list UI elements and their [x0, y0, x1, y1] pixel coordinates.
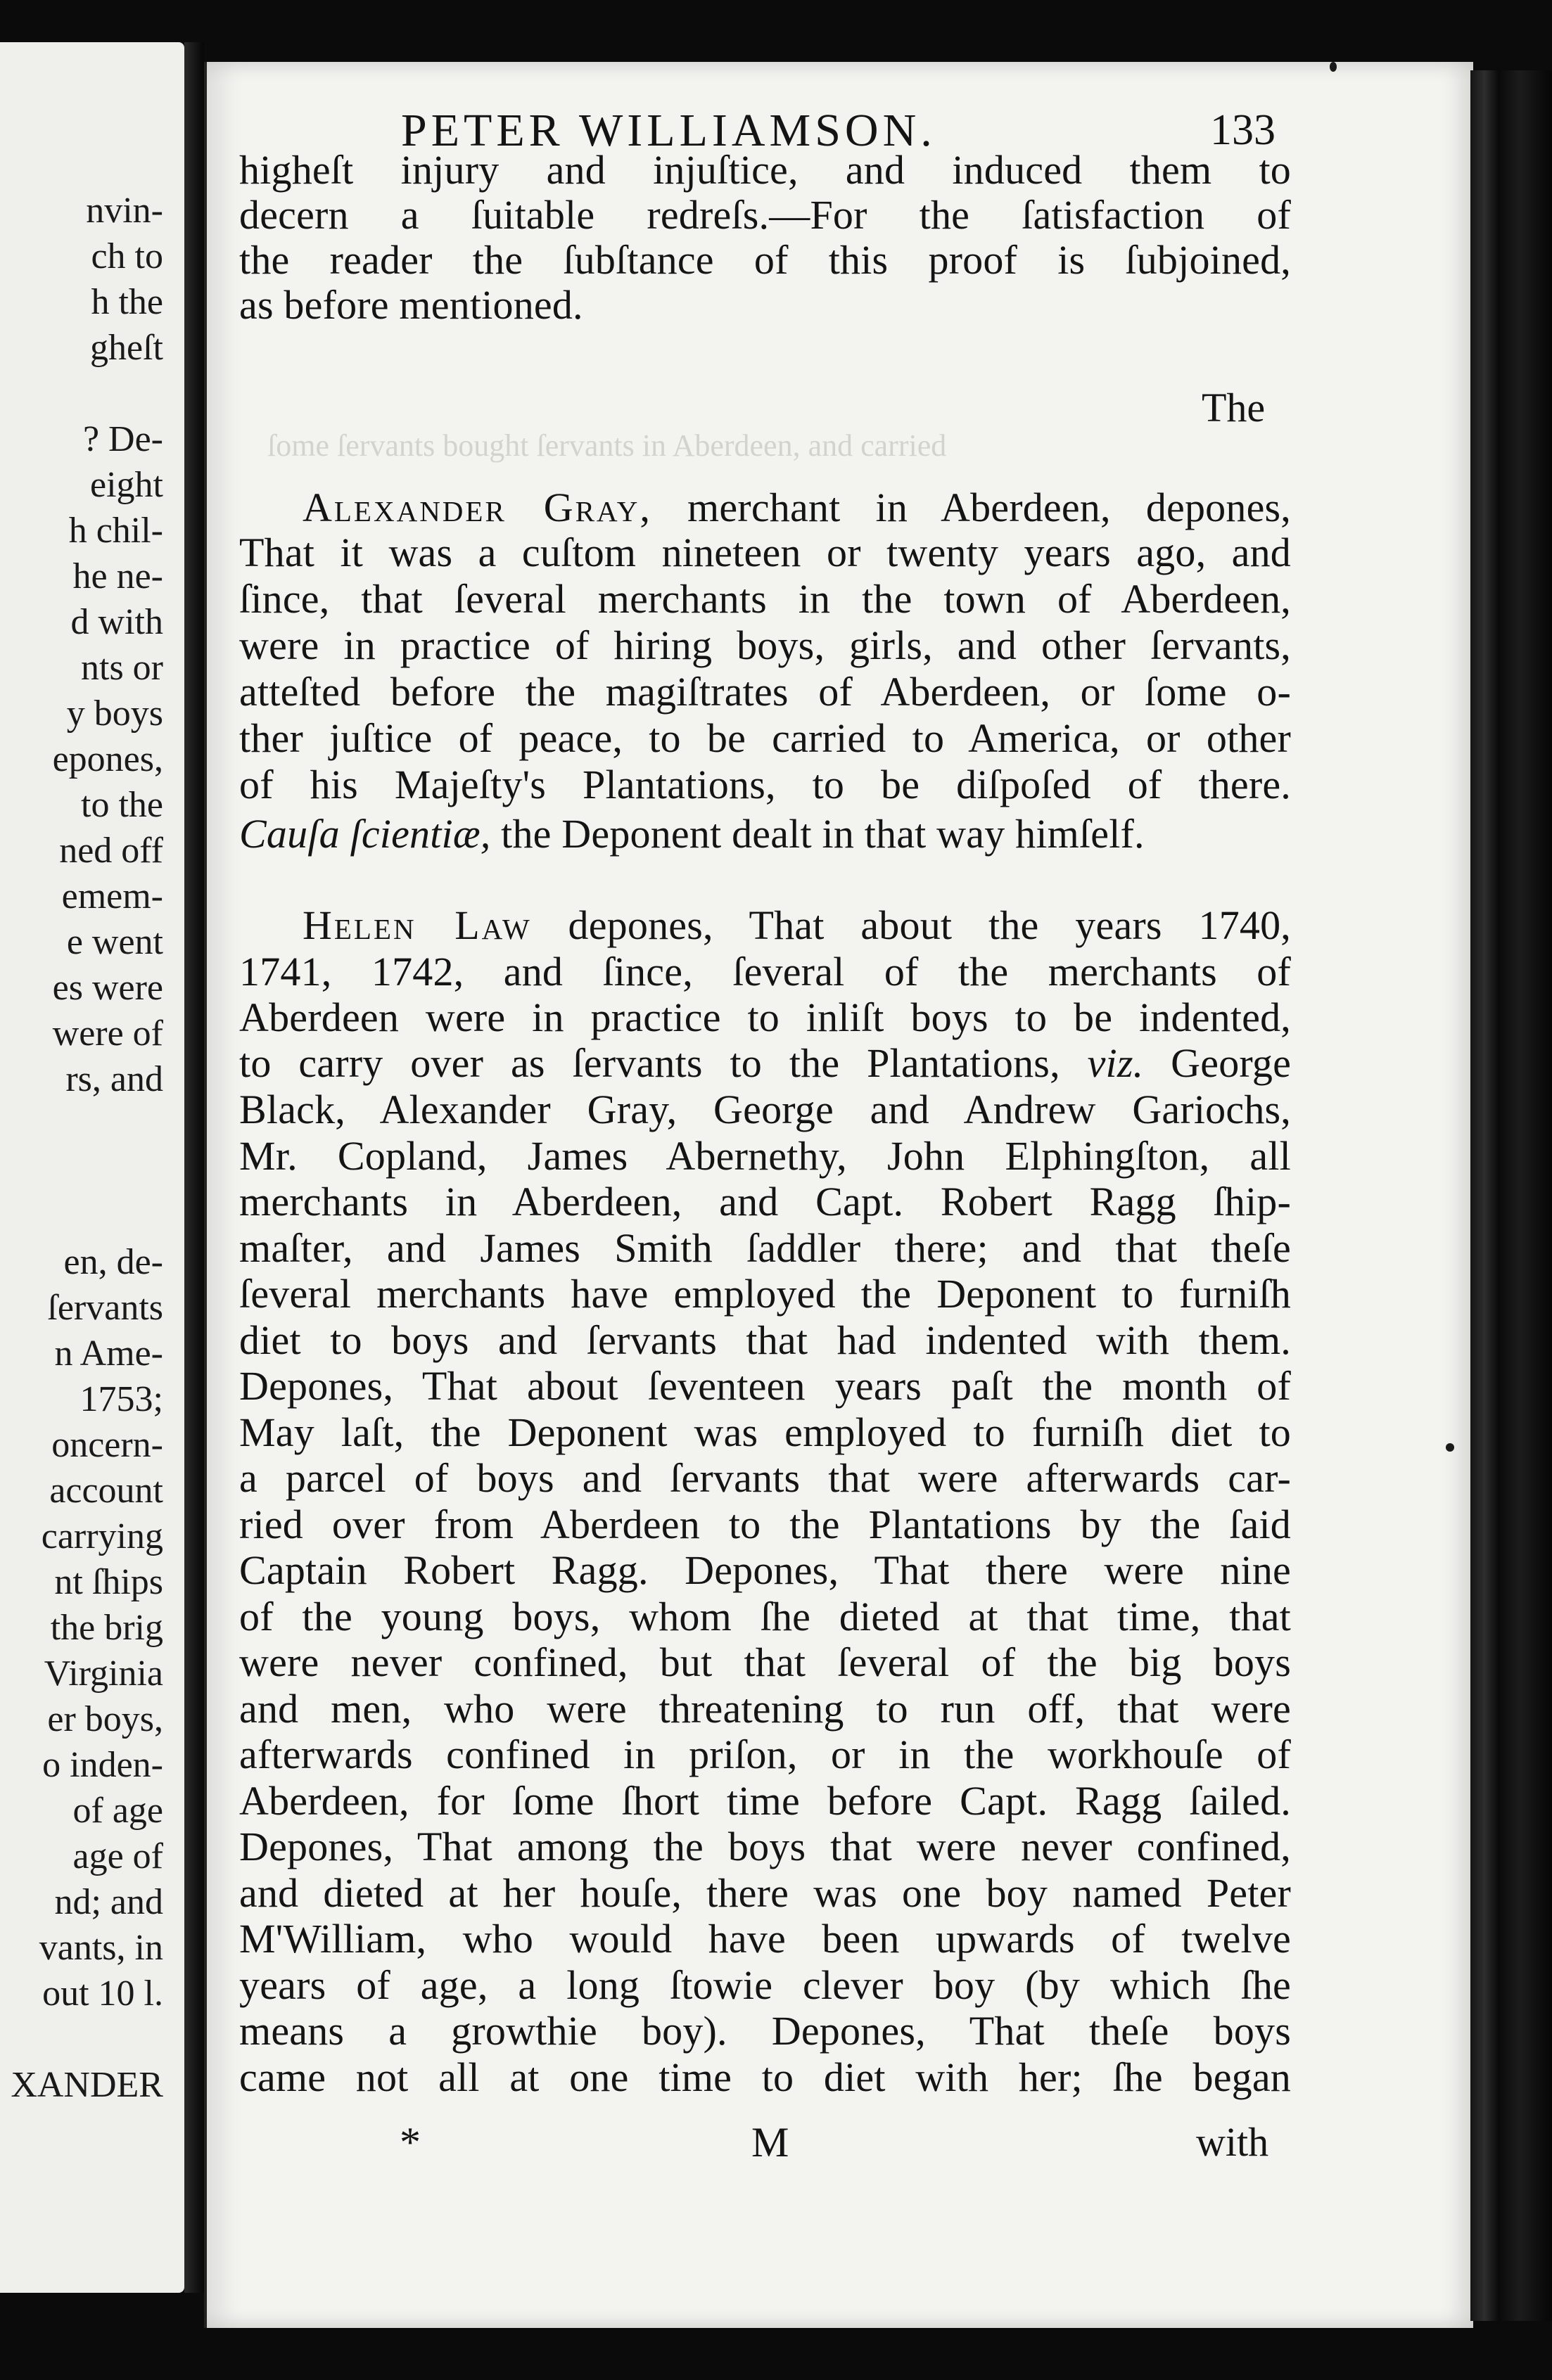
catchword-bottom: with [1196, 2119, 1269, 2165]
law-line: and dieted at her houſe, there was one boy named Peter [239, 1869, 1291, 1916]
left-page-line-fragment: carrying [41, 1516, 163, 1556]
law-line: May laſt, the Deponent was employed to furniſh diet to [239, 1409, 1291, 1455]
law-line: Depones, That about ſeventeen years paſt the month of [239, 1363, 1291, 1409]
left-page-line-fragment: emem- [61, 876, 163, 916]
law-line: Mr. Copland, James Abernethy, John Elphingſton, all [239, 1132, 1291, 1179]
deponent-name-gray: Alexander Gray, [303, 485, 652, 530]
law-line: M'William, who would have been upwards of twelve [239, 1916, 1291, 1962]
left-page-line-fragment: account [49, 1471, 163, 1511]
left-page-line-fragment: ſervants [47, 1288, 163, 1328]
gray-line: ther juſtice of peace, to be carried to America, or other [239, 715, 1291, 761]
gray-line: of his Majeſty's Plantations, to be diſpoſed of there. [239, 762, 1291, 807]
law-line: Aberdeen, for ſome ſhort time before Capt. Ragg ſailed. [239, 1777, 1291, 1824]
left-page-line-fragment: es were [52, 968, 163, 1008]
law-line: and men, who were threatening to run off, that were [239, 1685, 1291, 1732]
book-gutter [184, 42, 204, 2293]
ink-speck [1446, 1443, 1454, 1452]
left-page-line-fragment: Virginia [44, 1653, 163, 1694]
left-page-line-fragment: age of [72, 1836, 163, 1876]
law-line: ſeveral merchants have employed the Deponent to furniſh [239, 1271, 1291, 1317]
left-page-line-fragment: h the [91, 282, 163, 322]
gray-paragraph-first-line [239, 485, 1291, 530]
left-page-line-fragment: e went [66, 922, 163, 962]
left-page-line-fragment: d with [70, 602, 163, 642]
left-page-line-fragment: eight [90, 465, 163, 505]
causa-scientiae: Cauſa ſcientiæ, [239, 811, 491, 857]
gray-causa-rest: the Deponent dealt in that way himſelf. [501, 811, 1145, 857]
left-page-line-fragment: y boys [66, 693, 163, 734]
intro-line: as before mentioned. [239, 282, 583, 328]
law-line: Captain Robert Ragg. Depones, That there were nine [239, 1547, 1291, 1593]
law-line: Depones, That among the boys that were never confined, [239, 1824, 1291, 1869]
law-line: diet to boys and ſervants that had indented with them. [239, 1317, 1291, 1363]
page-number: 133 [1210, 106, 1276, 154]
law-line: of the young boys, whom ſhe dieted at that time, that [239, 1593, 1291, 1639]
left-page-line-fragment: rs, and [65, 1059, 163, 1099]
law-line: a parcel of boys and ſervants that were afterwards car- [239, 1455, 1291, 1501]
left-page-line-fragment: nts or [81, 648, 163, 688]
left-page-line-fragment: were of [52, 1013, 163, 1054]
law-line: were never confined, but that ſeveral of the big boys [239, 1639, 1291, 1685]
law-viz-after: George [1171, 1040, 1292, 1086]
left-page-line-fragment: epones, [52, 739, 163, 779]
gray-first-line-text: merchant in Aberdeen, depones, [687, 485, 1291, 530]
left-page-line-fragment: nt ſhips [54, 1562, 163, 1602]
left-page-line-fragment: ch to [91, 236, 163, 276]
left-page-line-fragment: he ne- [72, 556, 163, 596]
law-first-line-text: depones, That about the years 1740, [568, 902, 1291, 948]
book-edge-shadow [1470, 70, 1552, 2321]
law-viz-line [239, 1041, 1291, 1086]
left-page-line-fragment: er boys, [47, 1699, 163, 1739]
law-paragraph-first-line [239, 903, 1291, 948]
left-page-line-fragment: o inden- [42, 1745, 163, 1785]
left-page-line-fragment: oncern- [51, 1425, 163, 1465]
law-line: afterwards confined in priſon, or in the workhouſe of [239, 1732, 1291, 1777]
left-page-line-fragment: ned off [59, 831, 163, 871]
law-line: Aberdeen were in practice to inliſt boys to be indented, [239, 994, 1291, 1040]
signature-mark: * [400, 2119, 421, 2165]
law-line: merchants in Aberdeen, and Capt. Robert Ragg ſhip- [239, 1179, 1291, 1224]
left-page-line-fragment: of age [72, 1791, 163, 1831]
intro-line: higheſt injury and injuſtice, and induced them to [239, 147, 1291, 193]
left-page-line-fragment: the brig [50, 1608, 163, 1648]
catchword-the: The [1202, 385, 1266, 430]
law-line: means a growthie boy). Depones, That theſe boys [239, 2008, 1291, 2054]
deponent-name-law: Helen Law [303, 902, 532, 948]
left-page-line-fragment: en, de- [63, 1242, 163, 1282]
left-page-line-fragment: nd; and [54, 1882, 163, 1922]
left-page-line-fragment: ? De- [82, 419, 163, 459]
intro-line: the reader the ſubſtance of this proof is ſubjoined, [239, 237, 1291, 283]
left-page-line-fragment: XANDER [11, 2065, 163, 2105]
signature-letter: M [751, 2119, 789, 2165]
ink-speck [1330, 62, 1337, 72]
gray-line: were in practice of hiring boys, girls, and other ſervants, [239, 622, 1291, 668]
gray-line: That it was a cuſtom nineteen or twenty years ago, and [239, 530, 1291, 575]
intro-line: decern a ſuitable redreſs.—For the ſatisfaction of [239, 192, 1291, 238]
running-head: PETER WILLIAMSON. [401, 105, 936, 156]
viz-abbreviation: viz. [1087, 1040, 1144, 1086]
law-viz-before: to carry over as ſervants to the Plantations, [239, 1040, 1060, 1086]
law-line: years of age, a long ſtowie clever boy (by which ſhe [239, 1962, 1291, 2008]
law-line: came not all at one time to diet with her; ſhe began [239, 2054, 1291, 2100]
gray-causa-line [239, 812, 1291, 857]
left-page-line-fragment: nvin- [86, 191, 163, 231]
left-page-line-fragment: h chil- [68, 511, 163, 551]
law-line: ried over from Aberdeen to the Plantations by the ſaid [239, 1501, 1291, 1547]
left-page-line-fragment: gheſt [90, 328, 163, 368]
law-line: 1741, 1742, and ſince, ſeveral of the merchants of [239, 949, 1291, 994]
left-page-line-fragment: vants, in [39, 1928, 163, 1968]
left-page-line-fragment: 1753; [79, 1379, 163, 1419]
law-line: Black, Alexander Gray, George and Andrew Gariochs, [239, 1087, 1291, 1132]
left-facing-page [0, 42, 184, 2293]
left-page-line-fragment: out 10 l. [42, 1973, 163, 2014]
law-line: maſter, and James Smith ſaddler there; and that theſe [239, 1224, 1291, 1271]
left-page-line-fragment: to the [81, 785, 163, 825]
left-page-line-fragment: n Ame- [54, 1333, 163, 1374]
gray-line: atteſted before the magiſtrates of Aberdeen, or ſome o- [239, 669, 1291, 715]
gray-line: ſince, that ſeveral merchants in the town of Aberdeen, [239, 576, 1291, 622]
show-through-text: ſome ſervants bought ſervants in Aberdeen, and carried [267, 428, 947, 463]
